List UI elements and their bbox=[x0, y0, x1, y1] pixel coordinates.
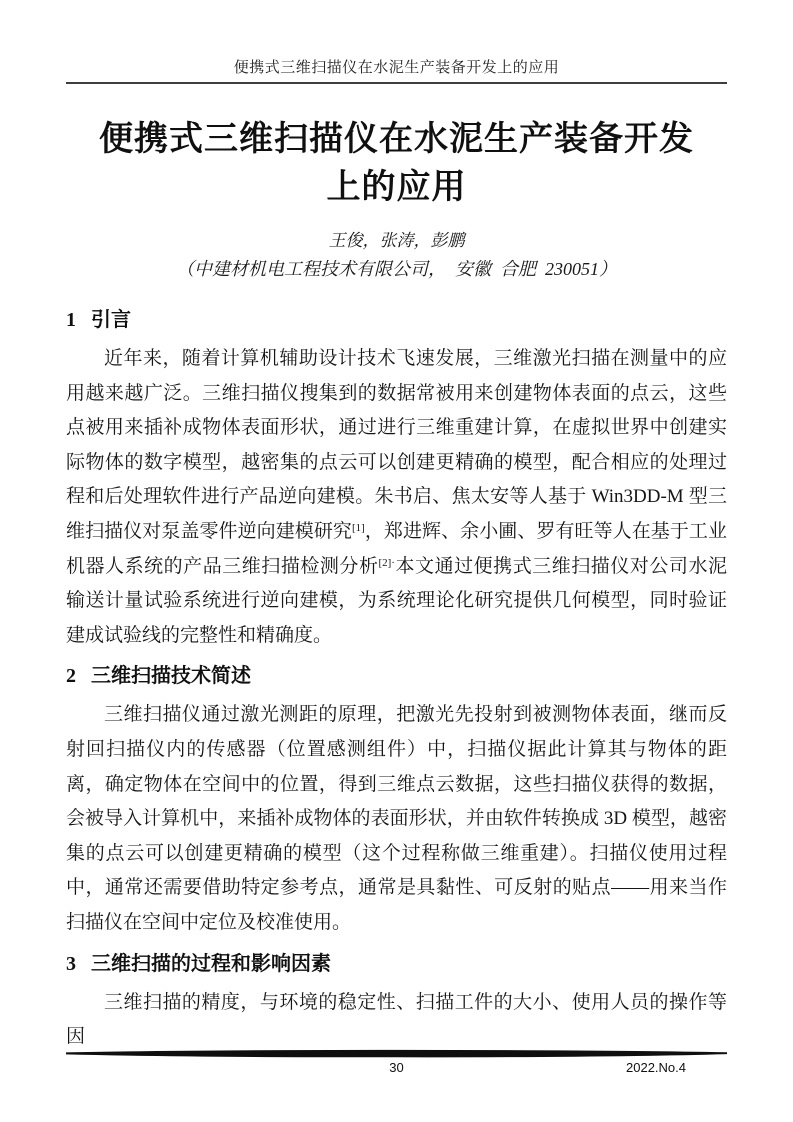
page-number: 30 bbox=[389, 1060, 404, 1075]
article-title bbox=[46, 116, 747, 212]
article-title-line2: 上的应用 bbox=[326, 169, 467, 206]
citation-ref-1: [1] bbox=[351, 521, 365, 534]
paragraph-scan-accuracy: 三维扫描的精度，与环境的稳定性、扫描工件的大小、使用人员的操作等因 bbox=[66, 991, 727, 1048]
section-title: 三维扫描的过程和影响因素 bbox=[91, 952, 331, 975]
paragraph-scan-principle: 三维扫描仪通过激光测距的原理，把激光先投射到被测物体表面，继而反射回扫描仪内的传感器（位置感测组件）中，扫描仪据此计算其与物体的距离，确定物体在空间中的位置，得到三维点云数据，这些扫描仪获得的数据，会被导入计算机中，来插补成物体的表面形状，并由软件转换成 3D 模型，越密集的点云可以创建更精确的模型（这个过程称做三维重建）。扫描仪使用过程中，通常还需要借助特定参考点，通常是具黏性、可反射的贴点——用来当作扫描仪在空间中定位及校准使用。 bbox=[66, 704, 727, 933]
section-number: 2 bbox=[66, 665, 76, 688]
section-heading-scan-process bbox=[66, 946, 727, 983]
article-title-line1: 便携式三维扫描仪在水泥生产装备开发 bbox=[99, 121, 694, 158]
affiliation-line: （中建材机电工程技术有限公司， 安徽 合肥 230051） bbox=[176, 259, 617, 279]
running-head: 便携式三维扫描仪在水泥生产装备开发上的应用 bbox=[233, 60, 560, 76]
section-heading-scan-overview bbox=[66, 658, 727, 695]
section-number: 1 bbox=[66, 309, 76, 331]
section-heading-introduction bbox=[66, 302, 727, 339]
citation-ref-2: [2]· bbox=[378, 556, 395, 569]
paragraph-introduction bbox=[66, 342, 727, 653]
section-title: 三维扫描技术简述 bbox=[91, 665, 251, 688]
section-title: 引言 bbox=[91, 309, 131, 331]
paragraph-text: 近年来，随着计算机辅助设计技术飞速发展，三维激光扫描在测量中的应用越来越广泛。三维扫描仪搜集到的数据常被用来创建物体表面的点云，这些点被用来插补成物体表面形状，通过进行三维重建计算，在虚拟世界中创建实际物体的数字模型，越密集的点云可以创建更精确的模型，配合相应的处理过程和后处理软件进行产品逆向建模。朱书启、焦太安等人基于 Win3DD-M 型三维扫描仪对泵盖零件逆向建模研究 bbox=[66, 348, 727, 542]
paragraph-text: ，郑进辉、余小圃、罗有旺等人在基于工业机器人系统的产品三维扫描检测分析 bbox=[66, 520, 727, 577]
issue-label: 2022.No.4 bbox=[626, 1060, 686, 1075]
header-rule bbox=[66, 82, 727, 84]
paragraph-text: 本文通过便携式三维扫描仪对公司水泥输送计量试验系统进行逆向建模，为系统理论化研究提供几何模型，同时验证建成试验线的完整性和精确度。 bbox=[66, 555, 727, 646]
authors-line: 王俊，张涛，彭鹏 bbox=[328, 231, 465, 250]
article-body bbox=[66, 297, 727, 1055]
section-number: 3 bbox=[66, 952, 76, 975]
footer-rule-bar bbox=[66, 1049, 727, 1058]
footer bbox=[66, 1059, 727, 1077]
